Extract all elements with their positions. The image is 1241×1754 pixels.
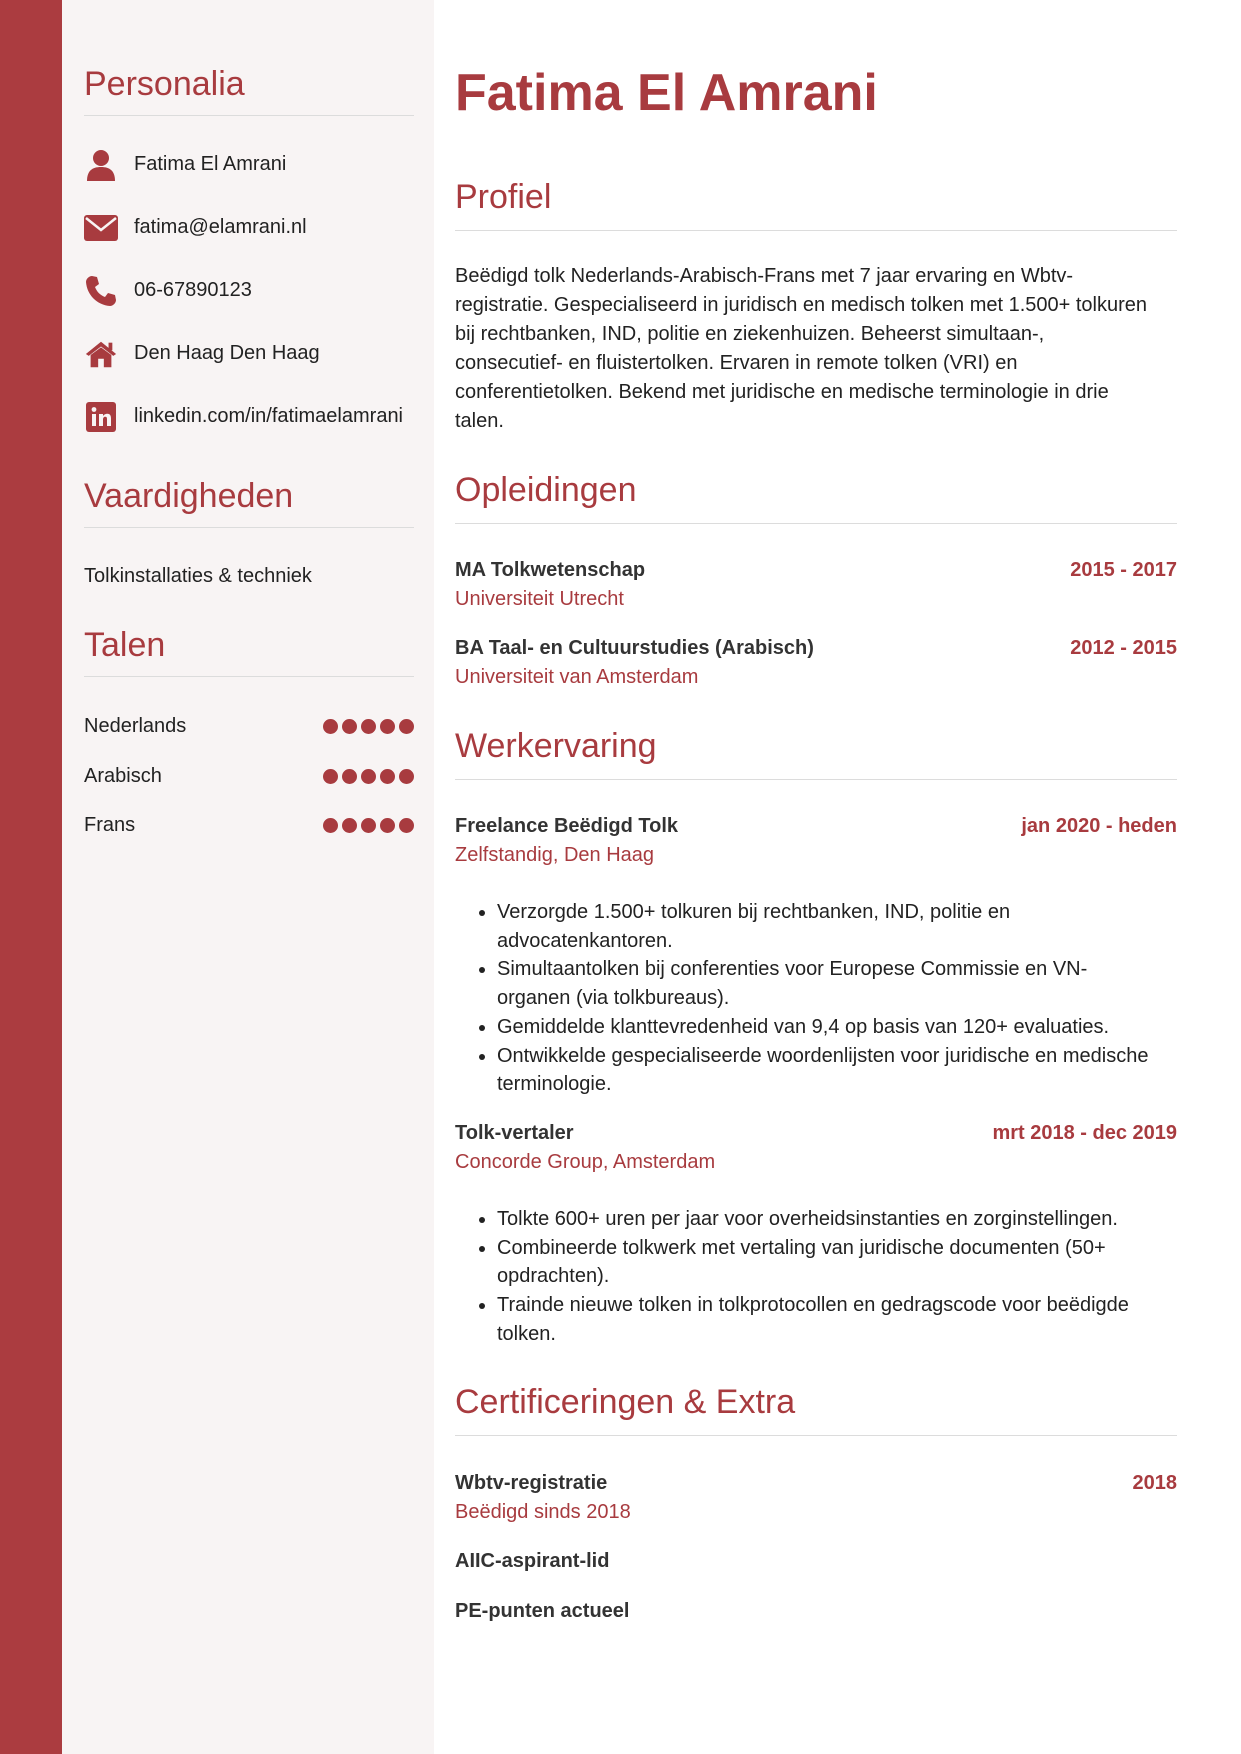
language-row <box>84 752 414 802</box>
linkedin-icon <box>84 400 118 434</box>
certification-entry <box>455 1547 1177 1576</box>
education-date: 2012 - 2015 <box>1070 637 1177 659</box>
education-entry <box>455 556 1177 614</box>
bullet-item: • Ontwikkelde gespecialiseerde woordenlijsten voor juridische en medische terminologie. <box>497 1042 1219 1099</box>
certification-title: PE-punten actueel <box>455 1600 630 1622</box>
home-icon <box>84 337 118 371</box>
language-name: Nederlands <box>84 715 187 738</box>
contact-email[interactable] <box>84 196 414 259</box>
language-level-dots <box>323 719 414 734</box>
job-company: Zelfstandig, Den Haag <box>455 844 655 866</box>
contact-linkedin-text: linkedin.com/in/fatimaelamrani <box>134 405 404 427</box>
language-row <box>84 702 414 752</box>
contact-list <box>84 133 414 448</box>
profile-line: registratie. Gespecialiseerd in juridisch en medisch tolken met 1.500+ tolkuren <box>455 294 1148 316</box>
profile-line: consecutief- en fluistertolken. Ervaren in remote tolken (VRI) en <box>455 352 1018 374</box>
bullet-item: • Verzorgde 1.500+ tolkuren bij rechtbanken, IND, politie en advocatenkantoren. <box>497 898 1219 955</box>
profile-line: bij rechtbanken, IND, politie en ziekenhuizen. Beheerst simultaan-, <box>455 323 1045 345</box>
language-list <box>84 702 414 851</box>
language-level-dots <box>323 769 414 784</box>
profile-line: talen. <box>455 410 504 432</box>
envelope-icon <box>84 211 118 245</box>
certification-title: AIIC-aspirant-lid <box>455 1550 610 1572</box>
job-date: jan 2020 - heden <box>1021 815 1177 837</box>
language-level-dots <box>323 818 414 833</box>
profile-line: conferentietolken. Bekend met juridische en medische terminologie in drie <box>455 381 1109 403</box>
personal-heading: Personalia <box>84 64 414 116</box>
language-row <box>84 801 414 851</box>
contact-address-text: Den Haag Den Haag <box>134 342 320 364</box>
profile-line: Beëdigd tolk Nederlands-Arabisch-Frans met 7 jaar ervaring en Wbtv- <box>455 265 1074 287</box>
job-bullets <box>455 898 1219 1099</box>
languages-heading: Talen <box>84 625 414 677</box>
job-company: Concorde Group, Amsterdam <box>455 1151 716 1173</box>
experience-entry <box>455 1119 1177 1177</box>
education-title: MA Tolkwetenschap <box>455 559 646 581</box>
job-date: mrt 2018 - dec 2019 <box>992 1122 1177 1144</box>
skill-item: Tolkinstallaties & techniek <box>84 565 312 587</box>
contact-phone-text: 06-67890123 <box>134 279 252 301</box>
experience-heading: Werkervaring <box>455 726 1177 780</box>
job-title: Freelance Beëdigd Tolk <box>455 815 679 837</box>
job-title: Tolk-vertaler <box>455 1122 574 1144</box>
certification-sub: Beëdigd sinds 2018 <box>455 1501 631 1523</box>
contact-name <box>84 133 414 196</box>
certification-entry <box>455 1469 1177 1527</box>
bullet-item: • Gemiddelde klanttevredenheid van 9,4 op basis van 120+ evaluaties. <box>497 1013 1219 1042</box>
user-icon <box>84 148 118 182</box>
bullet-item: • Combineerde tolkwerk met vertaling van juridische documenten (50+ opdrachten). <box>497 1234 1219 1291</box>
contact-linkedin[interactable] <box>84 385 414 448</box>
contact-phone[interactable] <box>84 259 414 322</box>
bullet-item: • Trainde nieuwe tolken in tolkprotocollen en gedragscode voor beëdigde tolken. <box>497 1291 1219 1348</box>
profile-heading: Profiel <box>455 177 1177 231</box>
education-title: BA Taal- en Cultuurstudies (Arabisch) <box>455 637 814 659</box>
profile-text <box>455 262 1177 436</box>
candidate-name: Fatima El Amrani <box>455 64 878 122</box>
phone-icon <box>84 274 118 308</box>
education-institution: Universiteit van Amsterdam <box>455 666 699 688</box>
bullet-item: • Simultaantolken bij conferenties voor Europese Commissie en VN- organen (via tolkbureaus). <box>497 955 1219 1012</box>
job-bullets <box>455 1205 1219 1349</box>
education-heading: Opleidingen <box>455 470 1177 524</box>
language-name: Arabisch <box>84 764 162 787</box>
education-institution: Universiteit Utrecht <box>455 588 624 610</box>
education-entry <box>455 634 1177 692</box>
contact-name-text: Fatima El Amrani <box>134 153 287 175</box>
bullet-item: • Tolkte 600+ uren per jaar voor overheidsinstanties en zorginstellingen. <box>497 1205 1219 1234</box>
experience-entry <box>455 812 1177 870</box>
accent-stripe <box>0 0 62 1754</box>
contact-address <box>84 322 414 385</box>
certification-title: Wbtv-registratie <box>455 1472 608 1494</box>
certification-date: 2018 <box>1132 1472 1177 1494</box>
education-date: 2015 - 2017 <box>1070 559 1177 581</box>
language-name: Frans <box>84 814 136 837</box>
certification-entry <box>455 1597 1177 1626</box>
skills-heading: Vaardigheden <box>84 476 414 528</box>
contact-email-text: fatima@elamrani.nl <box>134 216 307 238</box>
certifications-heading: Certificeringen & Extra <box>455 1382 1177 1436</box>
